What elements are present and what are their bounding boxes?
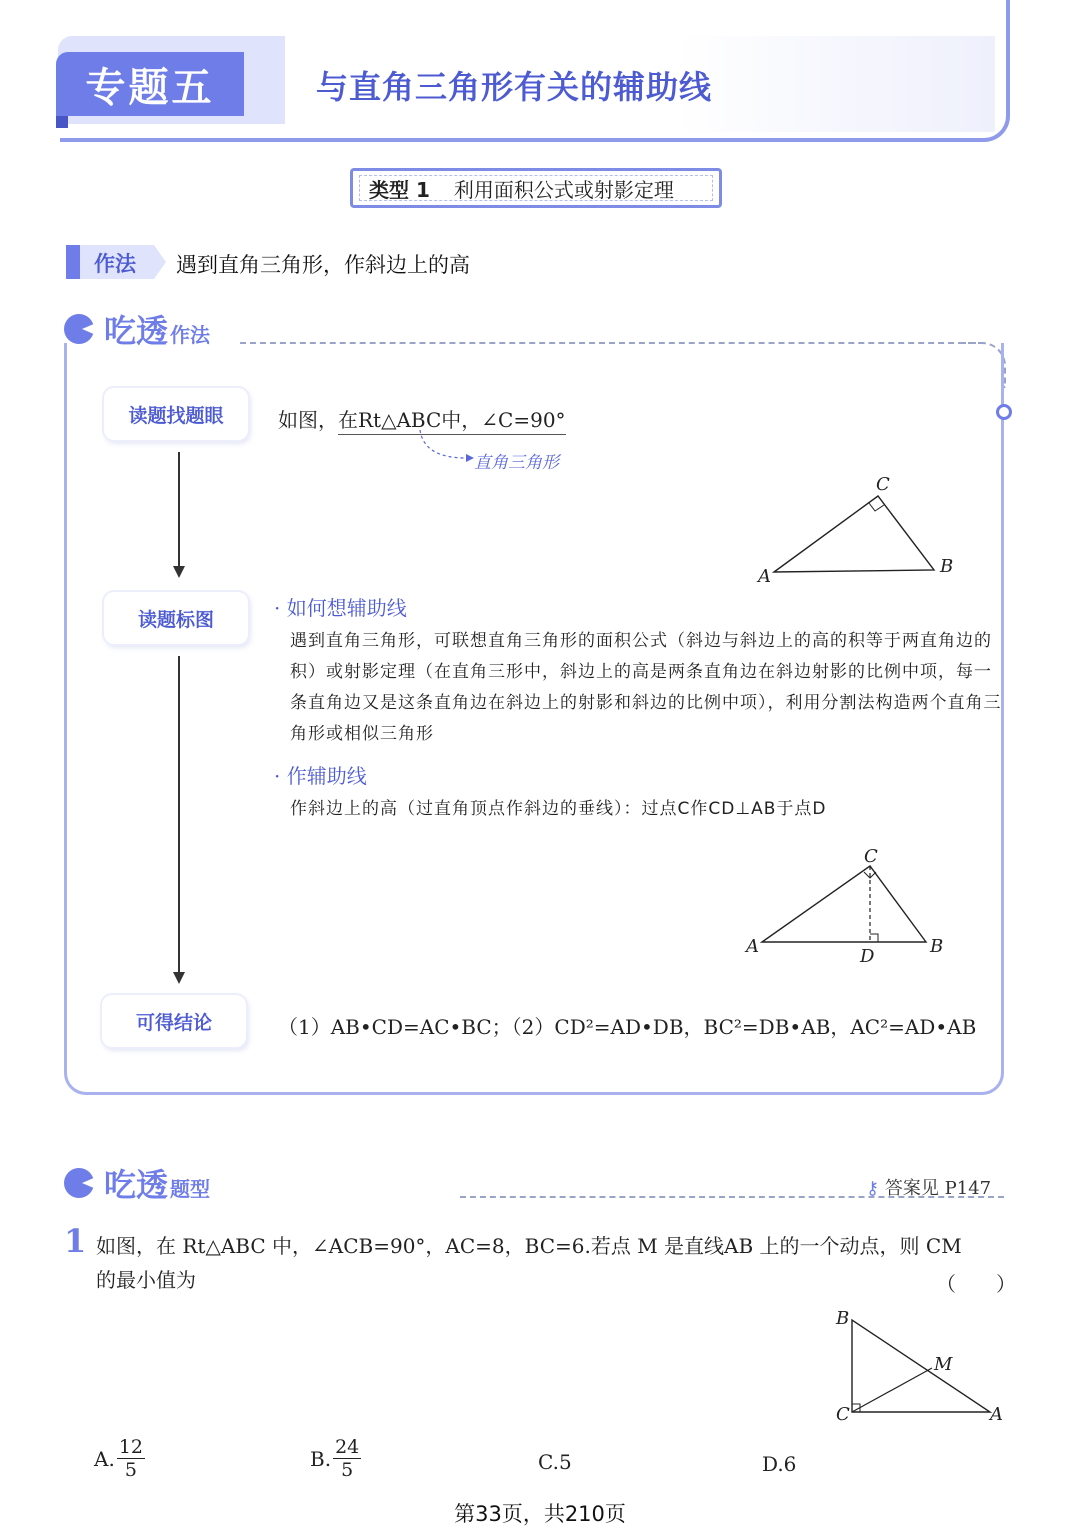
option-b-label: B. [310, 1446, 332, 1471]
triangle-abc-2 [762, 866, 926, 942]
section-heading-sub: 作法 [170, 323, 211, 347]
panel-knob-icon [996, 404, 1012, 420]
triangle-abc-3 [852, 1320, 990, 1412]
construct-title: · 作辅助线 [274, 764, 367, 788]
figure-altitude-triangle [740, 842, 960, 968]
option-d[interactable]: D.6 [762, 1452, 797, 1476]
question-line-1: 如图，在 Rt△ABC 中，∠ACB=90°，AC=8，BC=6.若点 M 是直线AB 上的一个动点，则 CM [96, 1234, 962, 1258]
option-a-label: A. [94, 1446, 115, 1471]
option-b[interactable] [310, 1436, 361, 1481]
triangle-abc [774, 496, 934, 572]
label-B: B [836, 1308, 850, 1329]
option-a[interactable] [94, 1436, 145, 1481]
numerator: 12 [118, 1436, 143, 1458]
right-angle-mark [869, 503, 884, 511]
label-C: C [876, 474, 890, 495]
type-badge [350, 168, 722, 208]
pacman-icon [64, 1168, 94, 1198]
label-B: B [930, 936, 944, 957]
option-c[interactable]: C.5 [538, 1450, 572, 1474]
question-number: 1 [64, 1222, 87, 1260]
section-heading-questions [64, 1160, 210, 1206]
topic-label-tail [56, 116, 68, 128]
type-name: 利用面积公式或射影定理 [453, 177, 674, 202]
section-heading-main: 吃透 [104, 1166, 169, 1204]
segment-cm [852, 1368, 932, 1412]
label-C: C [836, 1404, 850, 1425]
page-title: 与直角三角形有关的辅助线 [316, 68, 713, 106]
step-mark-figure: 读题标图 [104, 592, 248, 644]
figure-right-triangle [748, 470, 968, 586]
right-angle-mark-d [870, 934, 878, 942]
denominator: 5 [341, 1459, 354, 1481]
section-heading-sub: 题型 [170, 1177, 211, 1201]
question-line-2: 的最小值为 [96, 1268, 196, 1292]
label-B: B [940, 556, 954, 577]
flow-arrow-2 [178, 656, 180, 982]
numerator: 24 [335, 1436, 360, 1458]
problem-condition: 在Rt△ABC中，∠C=90° [338, 408, 566, 435]
label-A: A [990, 1404, 1003, 1425]
label-C: C [864, 846, 878, 867]
problem-prefix: 如图， [278, 408, 338, 432]
how-to-think-text: 遇到直角三角形，可联想直角三角形的面积公式（斜边与斜边上的高的积等于两直角边的积）或射影定理（在直角三形中，斜边上的高是两条直角边在斜边射影的比例中项，每一条直角边又是这条直角边在斜边上的射影和斜边的比例中项），利用分割法构造两个直角三角形或相似三角形 [290, 631, 1002, 744]
answer-divider [460, 1196, 1004, 1198]
page-footer: 第33页，共210页 [454, 1502, 626, 1526]
fraction [117, 1436, 145, 1481]
denominator: 5 [124, 1459, 137, 1481]
key-icon: ⚷ [866, 1178, 880, 1199]
annotation-note: 直角三角形 [474, 453, 559, 473]
section-heading-main: 吃透 [104, 312, 169, 350]
conclusion-text: （1）AB•CD=AC•BC；（2）CD²=AD•DB，BC²=DB•AB，AC²=AD•AB [278, 1015, 977, 1039]
how-to-think-title: · 如何想辅助线 [274, 596, 407, 620]
label-A: A [758, 566, 771, 586]
answer-blank[interactable]: （ ） [936, 1272, 1016, 1296]
label-M: M [934, 1354, 953, 1375]
construct-text: 作斜边上的高（过直角顶点作斜边的垂线）：过点C作CD⊥AB于点D [290, 799, 827, 819]
figure-question-triangle [828, 1300, 1008, 1430]
label-A: A [746, 936, 759, 957]
pacman-icon [64, 314, 94, 344]
method-label: 作法 [94, 252, 136, 276]
topic-label: 专题五 [56, 52, 244, 116]
answer-reference-text: 答案见 P147 [884, 1178, 992, 1199]
type-label: 类型 1 [369, 177, 430, 202]
step-find-key: 读题找题眼 [104, 388, 248, 440]
label-D: D [860, 946, 875, 967]
step-conclusion: 可得结论 [102, 995, 246, 1047]
fraction [333, 1436, 361, 1481]
flow-arrow-1 [178, 452, 180, 576]
note-arrow [400, 428, 480, 468]
method-text: 遇到直角三角形，作斜边上的高 [176, 253, 470, 277]
